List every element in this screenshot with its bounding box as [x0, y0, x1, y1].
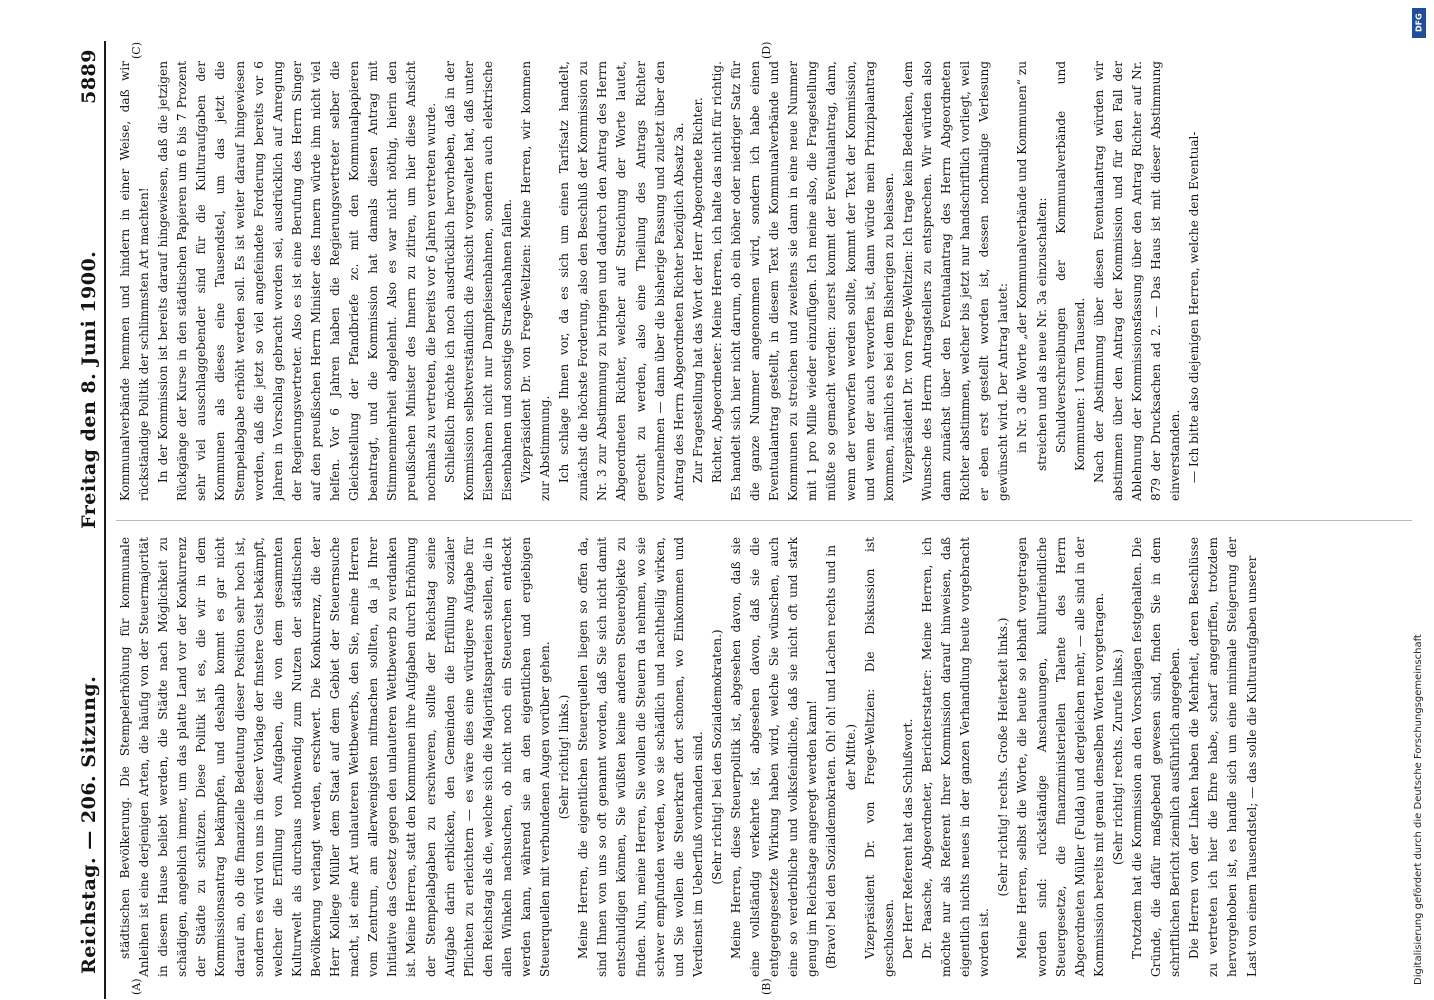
quoted-motion: in Nr. 3 die Worte „der Kommunalverbände und Kommunen“ zu streichen und als neue Nr. 3a einzuschalten: [1015, 61, 1049, 471]
page-number: 5889 [78, 49, 100, 104]
quoted-motion: Schuldverschreibungen der Kommunalverbände und Kommunen: 1 vom Tausend. [1053, 61, 1087, 471]
interjection: (Sehr richtig! rechts. Zurufe links.) [1110, 648, 1125, 866]
header-rule [104, 41, 106, 999]
paragraph: In der Kommission ist bereits darauf hingewiesen, daß die jetzigen Rückgänge der Kurse in den städtischen Papieren um 6 bis 7 Prozent sehr viel ausschlaggebender sind für die Kulturaufgaben der Kommunen als dieses eine Tausendstel, um das jetzt die Stempelabgabe erhöht werden soll. Es ist weiter darauf hingewiesen worden, daß die jetzt so viel angefeindete Forderung bereits vor 6 Jahren in Vorschlag gebracht worden sei, ausdrücklich auf Anregung der Regierungsvertreter. Also es ist eine Berufung des Herrn Singer auf den preußischen Herrn Minister des Innern würde ihm nicht viel helfen. Vor 6 Jahren haben die Regierungsvertreter selber die Gleichstellung der Pfandbriefe zc. mit den Kommunalpapieren beantragt, und die Kommission hat damals diesen Antrag mit Stimmenmehrheit abgelehnt. Also es war nicht nöthig, hierin den preußischen Minister des Innern zu zitiren, um hier diese Ansicht nochmals zu vertreten, die bereits vor 6 Jahren vertreten wurde. [156, 61, 438, 501]
paragraph: Ich schlage Ihnen vor, da es sich um einen Tarifsatz handelt, zunächst die höchste Forderung, also den Beschluß der Kommission zu Nr. 3 zur Abstimmung zu bringen und dadurch den Antrag des Herrn Abgeordneten Richter, welcher auf Streichung der Worte lautet, gerecht zu werden, also eine Theilung des Antrags Richter vorzunehmen — dann über die bisherige Fassung und zuletzt über den Antrag des Herrn Abgeordneten Richter bezüglich Absatz 3a. [557, 61, 686, 501]
digitization-credit: Digitalisierung gefördert durch die Deutsche Forschungsgemeinschaft [1413, 634, 1424, 985]
paragraph: Meine Herren, selbst die Worte, die heute so lebhaft vorgetragen worden sind: rückständige Anschauungen, kulturfeindliche Steuergesetze, die finanzministeriellen Talente des Herrn Abgeordneten Müller (Fulda) und dergleichen mehr, — alle sind in der Kommission bereits mit genau denselben Worten vorgetragen. [1015, 537, 1106, 977]
header-left: Reichstag. — 206. Sitzung. [78, 675, 100, 974]
left-column [116, 537, 1412, 977]
speaker-paragraph: Dr. Paasche, Abgeordneter, Berichterstatter: Meine Herren, ich möchte nur als Referent Ihrer Kommission darauf hinweisen, daß eigentlich nichts neues in der ganzen Verhandlung heute vorgebracht worden ist. [919, 537, 992, 977]
digitization-credit-strip [1404, 0, 1434, 1000]
rotated-page [60, 41, 1420, 999]
page-header [60, 41, 100, 999]
margin-letter-c: (C) [130, 42, 143, 59]
speaker-paragraph: Richter, Abgeordneter: Meine Herren, ich halte das nicht für richtig. Es handelt sich hier nicht darum, ob ein höher oder niedriger Satz für die ganze Nummer angenommen wird, sondern ich habe einen Eventualantrag gestellt, in diesem Text die Kommunalverbände und Kommunen zu streichen und zweitens sie dann in eine neue Nummer mit 1 pro Mille wieder einzufügen. Ich meine also, die Fragestellung müßte so gemacht werden: zuerst kommt der Eventualantrag, dann, wenn der verworfen werden sollte, kommt der Text der Kommission, und wenn der auch verworfen ist, dann würde mein Prinzipalantrag kommen, nämlich es bei dem Bisherigen zu belassen. [709, 61, 896, 501]
paragraph: Meine Herren, diese Steuerpolitik ist, abgesehen davon, daß sie eine vollständig verkehrte ist, abgesehen davon, daß sie die entgegengesetzte Wirkung haben wird, welche Sie wünschen, auch eine so verderbliche und volksfeindliche, daß sie nicht oft und stark genug im Reichstage angeregt werden kann! [729, 537, 820, 977]
paragraph: Trotzdem hat die Kommission an den Vorschlägen festgehalten. Die Gründe, die dafür maßgebend gewesen sind, finden Sie in dem schriftlichen Bericht ziemlich ausführlich angegeben. [1129, 537, 1183, 977]
paragraph: — Ich bitte also diejenigen Herren, welche den Eventual- [1187, 131, 1202, 483]
interjection: (Sehr richtig! rechts. Große Heiterkeit links.) [996, 617, 1011, 897]
dfg-logo-icon: DFG [1412, 8, 1426, 38]
interjection: (Sehr richtig! links.) [557, 694, 572, 820]
speaker-paragraph: Vizepräsident Dr. von Frege-Weltzien: Ich trage kein Bedenken, dem Wunsche des Herrn Antragstellers zu entsprechen. Wir würden also dann zunächst über den Eventualantrag des Herrn Abgeordneten Richter abstimmen, welcher bis jetzt nur handschriftlich vorliegt, weil er eben erst gestellt worden ist, dessen nochmalige Verlesung gewünscht wird. Der Antrag lautet: [900, 61, 1011, 501]
paragraph: Die Herren von der Linken haben die Mehrheit, deren Beschlüsse zu vertreten ich hier die Ehre habe, scharf angegriffen, trotzdem hervorgehoben ist, es handle sich um eine minimale Steigerung der Last von einem Tausendstel; — das solle die Kulturaufgaben unserer [1187, 537, 1259, 977]
paragraph: Kommunalverbände hemmen und hindern in einer Weise, daß wir rückständige Politik der schlimmsten Art machten! [118, 61, 152, 501]
paragraph: Zur Fragestellung hat das Wort der Herr Abgeordnete Richter. [690, 97, 705, 483]
speaker-paragraph: Vizepräsident Dr. von Frege-Weltzien: Die Diskussion ist geschlossen. [862, 537, 896, 977]
margin-letter-a: (A) [130, 978, 143, 995]
column-separator [116, 520, 1412, 521]
paragraph: Schließlich möchte ich noch ausdrücklich hervorheben, daß in der Kommission selbstverständlich die Ansicht vorgewaltet hat, daß unter Eisenbahnen nicht nur Dampfeisenbahnen, sondern auch elektrische Eisenbahnen und sonstige Straßenbahnen fallen. [442, 61, 514, 501]
right-column [116, 61, 1412, 501]
speaker-paragraph: Vizepräsident Dr. von Frege-Weltzien: Meine Herren, wir kommen zur Abstimmung. [518, 61, 553, 501]
header-date: Freitag den 8. Juni 1900. [78, 250, 100, 529]
interjection: (Sehr richtig! bei den Sozialdemokraten.) [709, 629, 724, 885]
margin-letter-d: (D) [760, 41, 773, 59]
paragraph: Der Herr Referent hat das Schlußwort. [900, 718, 915, 959]
paragraph: städtischen Bevölkerung. Die Stempelerhöhung für kommunale Anleihen ist eine derjenigen Arten, die häufig von der Steuermajorität in diesem Hause beliebt werden, die Städte nach Möglichkeit zu schädigen, angeblich immer, um das platte Land vor der Konkurrenz der Städte zu schützen. Diese Politik ist es, die wir in dem Kommissionsantrag bekämpfen, und deshalb kommt es gar nicht darauf an, ob die finanzielle Bedeutung dieser Position sehr hoch ist, sondern es wird von uns in dieser Vorlage der finstere Geist bekämpft, welcher die Erfüllung von Aufgaben, die von dem gesammten Kulturwelt als durchaus nothwendig zum Nutzen der städtischen Bevölkerung verlangt werden, erschwert. Die Konkurrenz, die der Herr Kollege Müller dem Staat auf dem Gebiet der Steuernsuche macht, ist eine Art unlauteren Wettbewerbs, den Sie, meine Herren vom Zentrum, am allerwenigsten mitmachen sollten, da ja Ihrer Initiative das Gesetz gegen den unlauteren Wettbewerb zu verdanken ist. Meine Herren, statt den Kommunen ihre Aufgaben durch Erhöhung der Stempelabgaben zu erschweren, sollte der Reichstag seine Aufgabe darin erblicken, den Gemeinden die Erfüllung sozialer Pflichten zu erleichtern — es wäre dies eine würdigere Aufgabe für den Reichstag als die, welche sich die Majoritätsparteien stellen, die in allen Winkeln nachsuchen, ob nicht noch ein Steuerchen entdeckt werden kann, während sie an den eigentlichen und ergiebigen Steuerquellen mit verbundenen Augen vorüber gehen. [118, 537, 553, 977]
paragraph: Meine Herren, die eigentlichen Steuerquellen liegen so offen da, sind Ihnen von uns so oft genannt worden, daß Sie sich nicht damit entschuldigen können, Sie wüßten keine anderen Steuerobjekte zu finden. Nun, meine Herren, Sie wollen die Steuern da nehmen, wo sie schwer empfunden werden, wo sie schädlich und nachtheilig wirken, und Sie wollen die Steuerkraft dort schonen, wo Einkommen und Verdienst im Ueberfluß vorhanden sind. [576, 537, 705, 977]
interjection: (Bravo! bei den Sozialdemokraten. Oh! oh! und Lachen rechts und in der Mitte.) [824, 544, 858, 970]
paragraph: Nach der Abstimmung über diesen Eventualantrag würden wir abstimmen über den Antrag der Kommission und für den Fall der Ablehnung der Kommissionsfassung über den Antrag Richter auf Nr. 879 der Drucksachen ad 2. — Das Haus ist mit dieser Abstimmung einverstanden. [1091, 61, 1183, 501]
margin-letter-b: (B) [760, 978, 773, 995]
